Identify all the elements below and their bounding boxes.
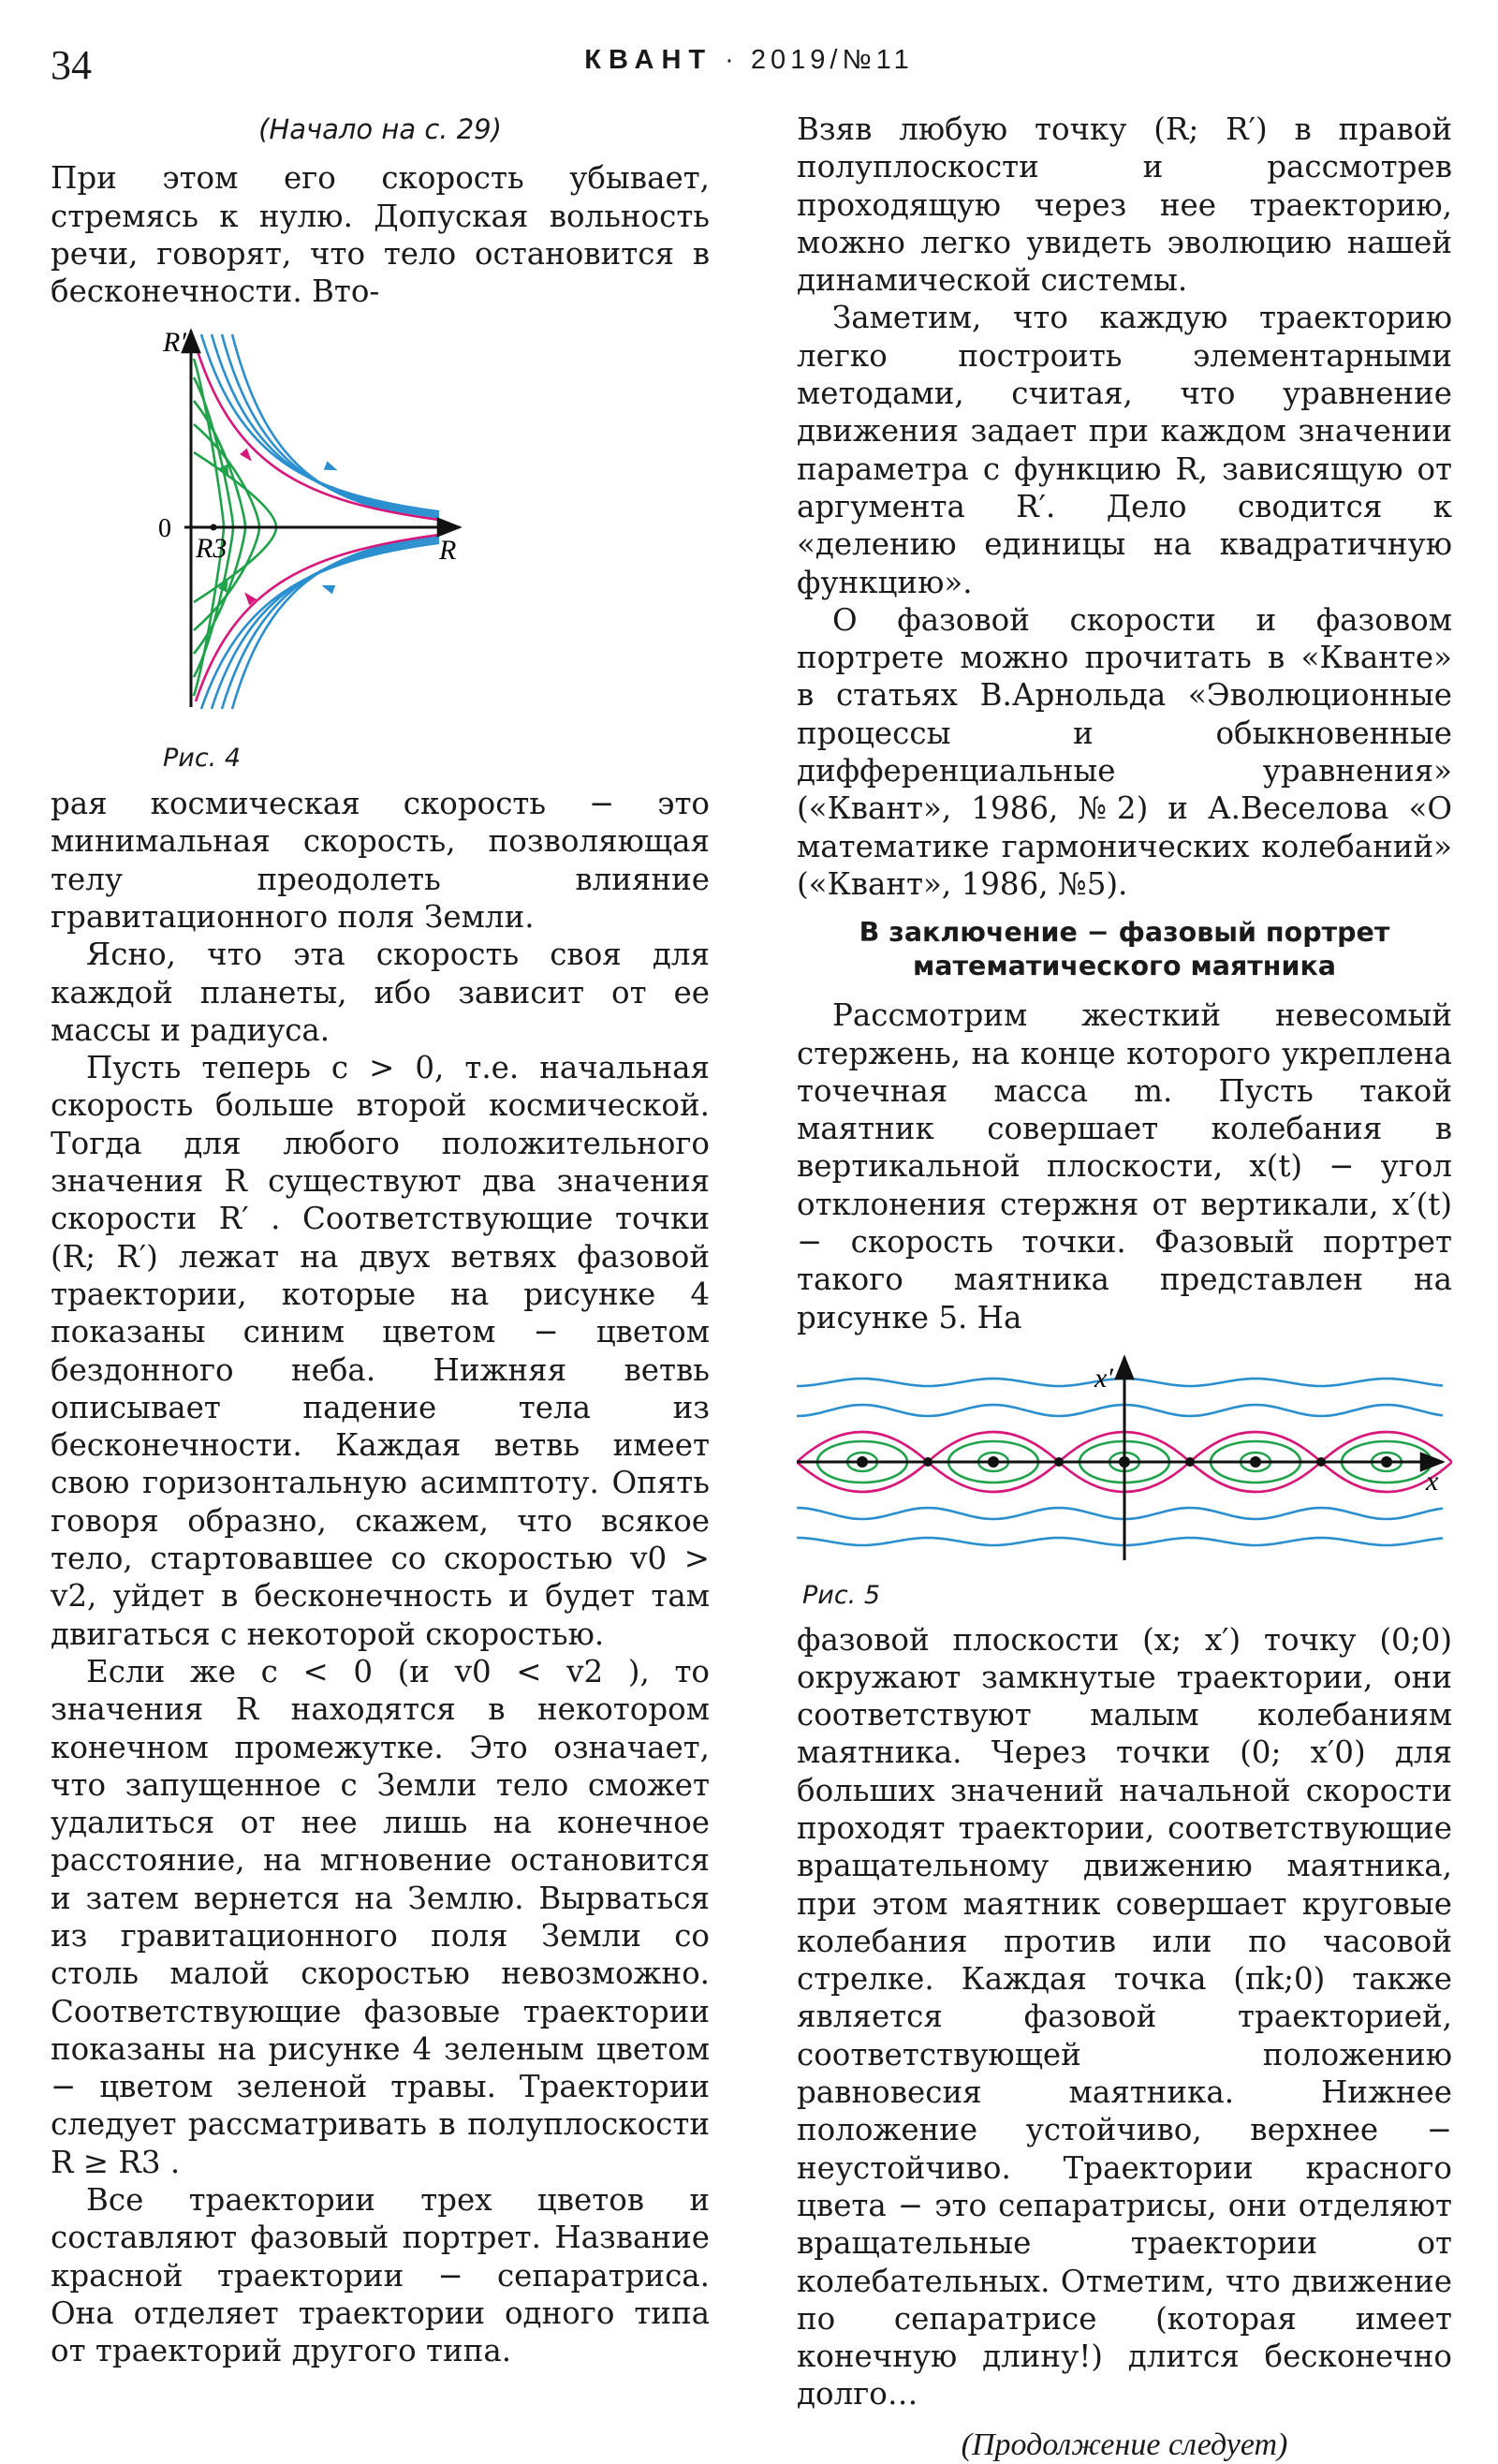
separatrix <box>196 346 439 520</box>
paragraph: О фазовой скорости и фазовом портрете можно прочитать в «Кванте» в статьях В.Арнольда «Эволюционные процессы и обыкновенные дифференциальные уравнения» («Квант», 1986, №2) и А.Веселова «О математике гармонических колебаний» («Квант», 1986, №5). <box>797 601 1452 902</box>
rotation-trajectory <box>797 1508 1443 1519</box>
paragraph: Пусть теперь c > 0, т.е. начальная скорость больше второй космической. Тогда для любого положительного значения R существуют два значения скорости R′ . Соответствующие точки (R; R′) лежат на двух ветвях фазовой траектории, которые на рисунке 4 показаны синим цветом − цветом бездонного неба. Нижняя ветвь описывает падение тела из бесконечности. Каждая ветвь имеет свою горизонтальную асимптоту. Опять говоря образно, скажем, что всякое тело, стартовавшее со скоростью v0 > v2, уйдет в бесконечность и будет там двигаться с некоторой скоростью. <box>51 1050 710 1652</box>
paragraph: Ясно, что эта скорость своя для каждой планеты, ибо зависит от ее массы и радиуса. <box>51 937 710 1048</box>
running-header <box>0 45 1498 76</box>
issue-number: 2019/№11 <box>750 45 914 75</box>
header-separator: · <box>725 45 739 75</box>
paragraph: Все траектории трех цветов и составляют фазовый портрет. Название красной траектории − сепаратриса. Она отделяет траектории одного типа от траекторий другого типа. <box>51 2182 710 2369</box>
paragraph: Рассмотрим жесткий невесомый стержень, на конце которого укреплена точечная масса m. Пусть такой маятник совершает колебания в вертикальной плоскости, x(t) − угол отклонения стержня от вертикали, x′(t) − скорость точки. Фазовый портрет такого маятника представлен на рисунке 5. На <box>797 997 1452 1335</box>
figure-4-caption: Рис. 4 <box>163 743 242 773</box>
direction-arrow <box>324 462 340 476</box>
x-axis-label: x <box>1426 1465 1439 1497</box>
blue-trajectory <box>232 334 439 519</box>
unstable-equilibrium-point <box>1054 1457 1064 1467</box>
stable-equilibrium-point <box>988 1456 999 1468</box>
continued-from: (Начало на с. 29) <box>258 113 502 145</box>
figure-4-plot <box>158 323 477 721</box>
rotation-trajectory <box>797 1405 1443 1416</box>
r3-point <box>211 524 217 531</box>
r3-label <box>195 533 227 564</box>
direction-arrow <box>320 582 336 595</box>
to-be-continued: (Продолжение следует) <box>961 2427 1288 2462</box>
section-title: В заключение − фазовый портрет математического маятника <box>859 917 1390 982</box>
figure-4 <box>158 323 710 730</box>
stable-equilibrium-point <box>857 1456 868 1468</box>
origin-label: 0 <box>158 514 171 544</box>
paragraph: фазовой плоскости (x; x′) точку (0;0) окружают замкнутые траектории, они соответствуют малым колебаниям маятника. Через точки (0; x′0) для больших значений начальной скорости проходят траектории, соответствующие вращательному движению маятника, при этом маятник совершает круговые колебания против или по часовой стрелке. Каждая точка (πk;0) также является фазовой траекторией, соответствующей положению равновесия маятника. Нижнее положение устойчиво, верхнее − неустойчиво. Траектории красного цвета − это сепаратрисы, они отделяют вращательные траектории от колебательных. Отметим, что движение по сепаратрисе (которая имеет конечную длину!) длится бесконечно долго… <box>797 1621 1452 2412</box>
y-axis-label: x′ <box>1094 1362 1113 1394</box>
paragraph: Взяв любую точку (R; R′) в правой полуплоскости и рассмотрев проходящую через нее траекторию, можно легко увидеть эволюцию нашей динамической системы. <box>797 111 1452 299</box>
right-column <box>797 111 1452 2464</box>
rotation-trajectory <box>797 1538 1443 1545</box>
r3-label-text: R3 <box>196 533 228 565</box>
y-axis-label: R′ <box>163 327 186 359</box>
stable-equilibrium-point <box>1250 1456 1261 1468</box>
x-axis-label: R <box>439 535 457 567</box>
unstable-equilibrium-point <box>1316 1457 1326 1467</box>
page-number: 34 <box>51 42 92 88</box>
figure-5-caption: Рис. 5 <box>802 1581 881 1611</box>
journal-name: КВАНТ <box>584 45 713 75</box>
direction-arrow <box>240 449 256 465</box>
blue-trajectory <box>201 334 439 511</box>
unstable-equilibrium-point <box>1185 1457 1195 1467</box>
stable-equilibrium-point <box>1381 1456 1392 1468</box>
paragraph: Заметим, что каждую траекторию легко построить элементарными методами, считая, что уравнение движения задает при каждом значении параметра c функцию R, зависящую от аргумента R′. Дело сводится к «делению единицы на квадратичную функцию». <box>797 300 1452 600</box>
stable-equilibrium-point <box>1119 1456 1130 1468</box>
paragraph: При этом его скорость убывает, стремясь к нулю. Допуская вольность речи, говорят, что тело остановится в бесконечности. Вто- <box>51 160 710 310</box>
left-column <box>51 111 710 2370</box>
paragraph: Если же c < 0 (и v0 < v2 ), то значения R находятся в некотором конечном промежутке. Это означает, что запущенное с Земли тело сможет удалиться от нее лишь на конечное расстояние, на мгновение остановится и затем вернется на Землю. Вырваться из гравитационного поля Земли со столь малой скоростью невозможно. Соответствующие фазовые траектории показаны на рисунке 4 зеленым цветом − цветом зеленой травы. Траектории следует рассматривать в полуплоскости R ≥ R3 . <box>51 1653 710 2180</box>
figure-5 <box>797 1350 1452 1573</box>
paragraph: рая космическая скорость − это минимальная скорость, позволяющая телу преодолеть влияние гравитационного поля Земли. <box>51 786 710 935</box>
figure-5-plot <box>797 1350 1452 1565</box>
unstable-equilibrium-point <box>923 1457 933 1467</box>
rotation-trajectory <box>797 1379 1443 1386</box>
